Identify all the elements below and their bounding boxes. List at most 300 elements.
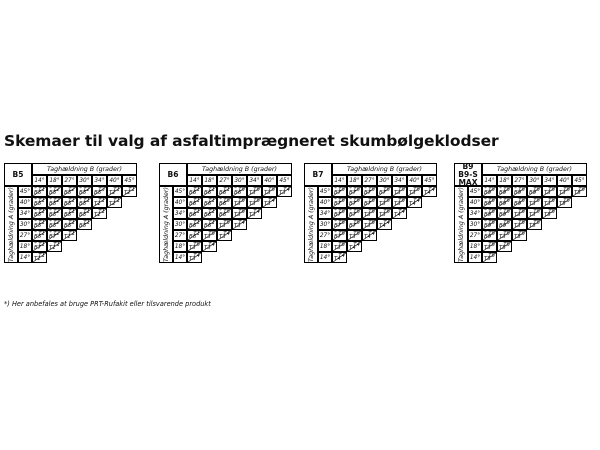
degree-a-header: 40°	[468, 197, 482, 208]
block-code-primary: T3	[379, 201, 386, 207]
block-cell	[262, 186, 277, 197]
block-cell	[277, 186, 292, 197]
block-code-secondary: T5	[488, 187, 495, 193]
block-code-primary: B5	[49, 190, 57, 196]
block-cell	[202, 186, 217, 197]
axis-a-label-text: Taghældning A (grader)	[7, 187, 15, 262]
block-code-secondary: T5	[548, 187, 555, 193]
block-code-primary: T3	[204, 245, 211, 251]
degree-a-header: 14°	[468, 252, 482, 263]
block-code-secondary: T5	[518, 220, 525, 226]
footnote-asterisk: *	[364, 185, 367, 192]
block-cell	[202, 219, 217, 230]
block-code-primary: T5	[499, 245, 506, 251]
block-code-secondary: T5	[548, 198, 555, 204]
block-code-secondary: T1	[38, 253, 45, 259]
block-code-line: B5	[12, 169, 24, 179]
footnote-asterisk: *	[219, 196, 222, 203]
block-code-primary: B7	[349, 201, 357, 207]
block-code-secondary: T1	[128, 187, 135, 193]
block-code-secondary: T5	[238, 187, 245, 193]
block-code-primary: T3	[364, 223, 371, 229]
block-code-secondary: T2	[53, 220, 60, 226]
block-code-primary: T3	[264, 201, 271, 207]
block-code-primary: B7	[49, 234, 57, 240]
block-code-primary: B7	[349, 212, 357, 218]
block-code-primary: T3	[559, 190, 566, 196]
block-code-secondary: T5	[488, 209, 495, 215]
axis-a-label	[304, 186, 318, 263]
degree-a-header: 27°	[18, 230, 32, 241]
degree-a-header: 27°	[173, 230, 187, 241]
block-code-secondary: T5	[368, 220, 375, 226]
block-code-header	[304, 163, 332, 186]
block-code-secondary: T1	[83, 220, 90, 226]
footnote-asterisk: *	[349, 196, 352, 203]
block-code-secondary: T5	[533, 209, 540, 215]
block-cell	[347, 230, 362, 241]
block-code-primary: T3	[204, 234, 211, 240]
block-code-primary: B9	[499, 201, 507, 207]
block-code-secondary: T5	[208, 231, 215, 237]
block-code-secondary: T5	[338, 198, 345, 204]
degree-b-header: 45°	[572, 175, 587, 186]
block-code-secondary: T5	[253, 198, 260, 204]
block-code-secondary: T1	[38, 187, 45, 193]
block-code-secondary: T5	[578, 187, 585, 193]
block-code-primary: B6	[189, 234, 197, 240]
degree-a-header: 45°	[18, 186, 32, 197]
footnote: *) Her anbefales at bruge PRT-Rufakit eller tilsvarende produkt	[4, 300, 211, 308]
block-cell	[202, 241, 217, 252]
block-code-primary: B7	[334, 190, 342, 196]
block-code-primary: B7	[379, 190, 387, 196]
footnote-asterisk: *	[49, 196, 52, 203]
block-code-primary: B9	[499, 190, 507, 196]
block-code-secondary: T2	[53, 198, 60, 204]
block-code-primary: T3	[249, 212, 256, 218]
block-code-primary: T3	[279, 190, 286, 196]
block-code-secondary: T5	[488, 220, 495, 226]
block-cell	[362, 230, 377, 241]
block-cell	[92, 197, 107, 208]
degree-a-header: 14°	[18, 252, 32, 263]
degree-b-header: 18°	[47, 175, 62, 186]
block-code-primary: T5	[529, 223, 536, 229]
block-code-primary: B5	[34, 212, 42, 218]
block-cell	[202, 208, 217, 219]
block-code-secondary: T1	[223, 187, 230, 193]
block-cell	[362, 197, 377, 208]
block-code-secondary: T1	[68, 209, 75, 215]
block-cell	[482, 252, 497, 263]
block-code-primary: T3	[394, 201, 401, 207]
block-code-secondary: T4	[253, 209, 260, 215]
footnote-asterisk: *	[484, 185, 487, 192]
block-code-secondary: T1	[98, 198, 105, 204]
block-code-secondary: T4	[208, 242, 215, 248]
block-code-secondary: T5	[338, 220, 345, 226]
block-cell	[377, 208, 392, 219]
block-code-line: MAX	[458, 177, 478, 187]
block-cell	[187, 230, 202, 241]
footnote-asterisk: *	[79, 196, 82, 203]
block-code-secondary: T5	[398, 198, 405, 204]
degree-b-header: 30°	[527, 175, 542, 186]
block-code-primary: B6	[234, 190, 242, 196]
degree-a-header: 45°	[173, 186, 187, 197]
footnote-asterisk: *	[334, 207, 337, 214]
block-cell	[232, 197, 247, 208]
degree-b-header: 30°	[77, 175, 92, 186]
degree-b-header: 14°	[332, 175, 347, 186]
block-code-secondary: T5	[563, 187, 570, 193]
block-cell	[32, 241, 47, 252]
block-cell	[62, 208, 77, 219]
axis-b-label: Taghældning B (grader)	[482, 163, 587, 175]
block-code-primary: T3	[499, 234, 506, 240]
block-code-primary: T2	[109, 190, 116, 196]
footnote-asterisk: *	[499, 196, 502, 203]
block-code-secondary: T4	[238, 220, 245, 226]
block-code-secondary: T1	[208, 209, 215, 215]
block-code-secondary: T1	[208, 220, 215, 226]
block-cell	[187, 252, 202, 263]
block-code-primary: T3	[514, 223, 521, 229]
footnote-asterisk: *	[34, 207, 37, 214]
block-cell	[332, 252, 347, 263]
degree-a-header: 45°	[318, 186, 332, 197]
degree-b-header: 34°	[247, 175, 262, 186]
block-code-primary: T4	[394, 212, 401, 218]
footnote-asterisk: *	[34, 229, 37, 236]
degree-a-header: 18°	[318, 241, 332, 252]
block-code-secondary: T1	[38, 198, 45, 204]
block-cell	[527, 197, 542, 208]
block-code-primary: T3	[189, 245, 196, 251]
block-code-secondary: T5	[503, 242, 510, 248]
degree-a-header: 30°	[468, 219, 482, 230]
block-cell	[347, 219, 362, 230]
block-code-primary: T1	[64, 234, 71, 240]
axis-a-label	[4, 186, 18, 263]
block-code-primary: B5	[34, 201, 42, 207]
block-cell	[512, 219, 527, 230]
block-cell	[62, 230, 77, 241]
block-code-primary: B7	[334, 234, 342, 240]
block-code-secondary: T4	[368, 231, 375, 237]
block-code-line: B7	[312, 169, 324, 179]
block-code-primary: B5	[49, 201, 57, 207]
block-code-primary: B5	[34, 234, 42, 240]
selection-table	[4, 163, 137, 263]
axis-b-label: Taghældning B (grader)	[332, 163, 437, 175]
block-cell	[422, 186, 437, 197]
block-code-primary: B5	[64, 201, 72, 207]
degree-a-header: 30°	[18, 219, 32, 230]
axis-a-label	[159, 186, 173, 263]
block-code-secondary: T5	[503, 198, 510, 204]
block-cell	[377, 186, 392, 197]
block-code-header	[454, 163, 482, 186]
block-code-secondary: T5	[223, 209, 230, 215]
block-code-secondary: T5	[223, 198, 230, 204]
footnote-asterisk: *	[334, 196, 337, 203]
block-code-primary: B9	[499, 223, 507, 229]
block-code-secondary: T1	[193, 220, 200, 226]
block-code-secondary: T5	[563, 198, 570, 204]
block-code-secondary: T5	[533, 198, 540, 204]
block-code-secondary: T1	[53, 242, 60, 248]
footnote-asterisk: *	[34, 240, 37, 247]
block-code-secondary: T4	[413, 198, 420, 204]
block-code	[168, 171, 179, 179]
block-code-primary: B5	[64, 223, 72, 229]
block-code-secondary: T4	[428, 187, 435, 193]
block-code-primary: B9	[514, 190, 522, 196]
block-code-secondary: T5	[238, 209, 245, 215]
block-code-primary: B7	[334, 212, 342, 218]
block-code-primary: B6	[219, 212, 227, 218]
block-cell	[32, 252, 47, 263]
block-code-primary: T5	[574, 190, 581, 196]
block-cell	[122, 186, 137, 197]
block-code-secondary: T4	[193, 253, 200, 259]
block-code-primary: T3	[544, 201, 551, 207]
degree-b-header: 40°	[262, 175, 277, 186]
block-code-primary: B5	[34, 190, 42, 196]
block-code-secondary: T5	[223, 220, 230, 226]
block-cell	[247, 208, 262, 219]
block-code-primary: B7	[349, 223, 357, 229]
block-cell	[557, 197, 572, 208]
block-code-secondary: T5	[368, 209, 375, 215]
footnote-asterisk: *	[49, 218, 52, 225]
block-code	[458, 163, 477, 187]
block-code-primary: B7	[334, 201, 342, 207]
footnote-asterisk: *	[349, 185, 352, 192]
axis-b-label: Taghældning B (grader)	[32, 163, 137, 175]
block-code-secondary: T4	[383, 220, 390, 226]
block-code-primary: T2	[124, 190, 131, 196]
block-code-secondary: T5	[368, 187, 375, 193]
block-code-secondary: T5	[238, 198, 245, 204]
block-cell	[62, 197, 77, 208]
axis-a-label-text: Taghældning A (grader)	[162, 187, 170, 262]
degree-a-header: 27°	[468, 230, 482, 241]
block-code-secondary: T5	[338, 242, 345, 248]
block-cell	[362, 208, 377, 219]
block-code-secondary: T4	[283, 187, 290, 193]
degree-a-header: 18°	[173, 241, 187, 252]
footnote-asterisk: *	[34, 196, 37, 203]
block-code-secondary: T1	[193, 187, 200, 193]
degree-b-header: 40°	[557, 175, 572, 186]
degree-b-header: 14°	[187, 175, 202, 186]
block-code-secondary: T1	[98, 209, 105, 215]
block-code-secondary: T1	[38, 209, 45, 215]
block-cell	[107, 186, 122, 197]
block-cell	[482, 241, 497, 252]
block-cell	[187, 241, 202, 252]
footnote-asterisk: *	[49, 207, 52, 214]
block-code-primary: T3	[544, 190, 551, 196]
block-code-primary: T3	[514, 212, 521, 218]
block-code-secondary: T2	[53, 209, 60, 215]
degree-a-header: 40°	[173, 197, 187, 208]
block-cell	[512, 208, 527, 219]
block-code-primary: T1	[49, 245, 56, 251]
block-code-secondary: T5	[383, 209, 390, 215]
block-code-secondary: T5	[488, 231, 495, 237]
block-code-secondary: T2	[53, 187, 60, 193]
block-code-primary: B5	[79, 190, 87, 196]
degree-b-header: 18°	[202, 175, 217, 186]
block-code-primary: T5	[544, 212, 551, 218]
block-cell	[217, 219, 232, 230]
block-code-primary: B5	[64, 212, 72, 218]
block-code-primary: T3	[189, 256, 196, 262]
footnote-asterisk: *	[484, 229, 487, 236]
block-code-primary: B5	[34, 223, 42, 229]
degree-b-header: 27°	[362, 175, 377, 186]
block-code-primary: B9	[499, 212, 507, 218]
block-code-primary: B7	[334, 223, 342, 229]
block-cell	[77, 219, 92, 230]
degree-a-header: 40°	[18, 197, 32, 208]
block-code-primary: T1	[94, 212, 101, 218]
degree-b-header: 27°	[62, 175, 77, 186]
block-code-secondary: T5	[503, 220, 510, 226]
footnote-asterisk: *	[349, 207, 352, 214]
block-cell	[77, 208, 92, 219]
block-code-primary: T1	[94, 201, 101, 207]
block-code-secondary: T1	[193, 209, 200, 215]
block-code-secondary: T1	[83, 209, 90, 215]
block-cell	[202, 197, 217, 208]
footnote-asterisk: *	[49, 229, 52, 236]
block-cell	[512, 230, 527, 241]
block-code-primary: B6	[189, 201, 197, 207]
degree-a-header: 30°	[173, 219, 187, 230]
block-code-primary: T3	[529, 201, 536, 207]
footnote-asterisk: *	[34, 185, 37, 192]
block-code-secondary: T5	[193, 242, 200, 248]
block-code-secondary: T1	[113, 198, 120, 204]
block-cell	[62, 186, 77, 197]
block-code-secondary: T1	[208, 198, 215, 204]
block-cell	[512, 186, 527, 197]
block-code-secondary: T5	[353, 198, 360, 204]
degree-b-header: 45°	[277, 175, 292, 186]
footnote-asterisk: *	[334, 185, 337, 192]
block-code-primary: B6	[189, 223, 197, 229]
selection-table	[454, 163, 587, 263]
block-cell	[482, 230, 497, 241]
degree-a-header: 14°	[173, 252, 187, 263]
block-code-secondary: T1	[68, 231, 75, 237]
degree-b-header: 18°	[497, 175, 512, 186]
block-cell	[407, 197, 422, 208]
block-code-primary: T1	[34, 256, 41, 262]
block-cell	[47, 241, 62, 252]
block-code-primary: B5	[94, 190, 102, 196]
block-cell	[332, 241, 347, 252]
block-code-primary: T3	[409, 190, 416, 196]
degree-a-header: 27°	[318, 230, 332, 241]
block-cell	[62, 219, 77, 230]
block-code-secondary: T5	[503, 187, 510, 193]
block-code-primary: T4	[349, 245, 356, 251]
block-code-primary: B7	[364, 190, 372, 196]
block-cell	[202, 230, 217, 241]
footnote-asterisk: *	[484, 218, 487, 225]
block-code-primary: B9	[529, 190, 537, 196]
footnote-asterisk: *	[334, 218, 337, 225]
block-code-primary: T3	[249, 201, 256, 207]
degree-b-header: 14°	[482, 175, 497, 186]
block-code-secondary: T4	[398, 209, 405, 215]
block-code-secondary: T5	[488, 242, 495, 248]
block-code-secondary: T2	[68, 187, 75, 193]
block-cell	[392, 197, 407, 208]
block-cell	[407, 186, 422, 197]
block-code-primary: T3	[529, 212, 536, 218]
footnote-asterisk: *	[34, 218, 37, 225]
degree-a-header: 34°	[173, 208, 187, 219]
degree-b-header: 34°	[92, 175, 107, 186]
block-code-primary: B7	[34, 245, 42, 251]
degree-b-header: 40°	[407, 175, 422, 186]
block-code-primary: B6	[219, 190, 227, 196]
block-code-secondary: T5	[488, 253, 495, 259]
block-cell	[497, 241, 512, 252]
selection-table	[304, 163, 437, 263]
block-code-primary: T3	[264, 190, 271, 196]
block-code-secondary: T4	[338, 253, 345, 259]
degree-a-header: 14°	[318, 252, 332, 263]
block-code-primary: B9	[484, 201, 492, 207]
block-code-secondary: T5	[398, 187, 405, 193]
block-cell	[77, 197, 92, 208]
block-code-secondary: T2	[83, 187, 90, 193]
block-code-header	[4, 163, 32, 186]
degree-a-header: 30°	[318, 219, 332, 230]
block-code-secondary: T5	[503, 231, 510, 237]
degree-b-header: 27°	[512, 175, 527, 186]
block-code-line: B6	[167, 169, 179, 179]
block-code-primary: B5	[79, 223, 87, 229]
degree-b-header: 18°	[347, 175, 362, 186]
degree-a-header: 18°	[468, 241, 482, 252]
axis-a-label-text: Taghældning A (grader)	[457, 187, 465, 262]
block-code-primary: B7	[364, 201, 372, 207]
degree-b-header: 45°	[122, 175, 137, 186]
block-code-secondary: T5	[353, 209, 360, 215]
block-code-secondary: T5	[518, 231, 525, 237]
block-code-secondary: T1	[38, 242, 45, 248]
block-code	[13, 171, 24, 179]
block-code-primary: T3	[219, 223, 226, 229]
block-code-secondary: T5	[338, 231, 345, 237]
block-cell	[187, 219, 202, 230]
degree-b-header: 30°	[377, 175, 392, 186]
block-code-primary: B6	[189, 190, 197, 196]
block-code-secondary: T5	[268, 187, 275, 193]
block-cell	[542, 208, 557, 219]
footnote-asterisk: *	[219, 207, 222, 214]
block-code-primary: T5	[514, 234, 521, 240]
